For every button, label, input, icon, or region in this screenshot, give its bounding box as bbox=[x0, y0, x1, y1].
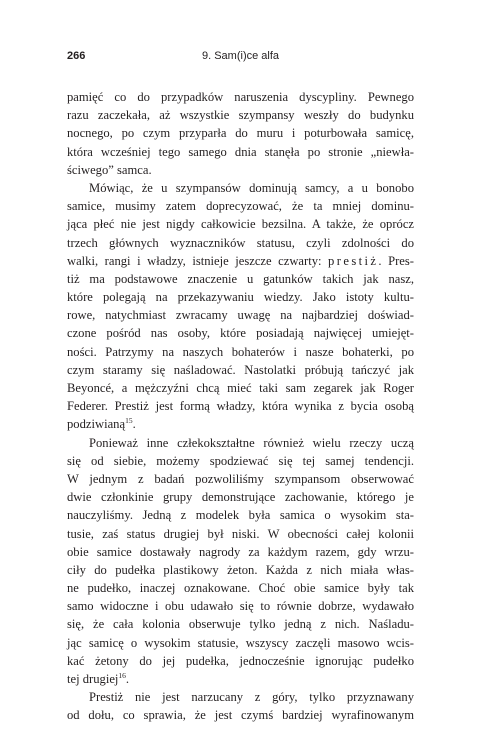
text-line-content: W jednym z badań pozwoliliśmy szympansom obserwować bbox=[67, 471, 414, 486]
running-head: 9. Sam(i)ce alfa bbox=[201, 50, 280, 62]
body-text bbox=[67, 88, 414, 725]
text-line bbox=[67, 634, 414, 652]
text-line-content: Ponieważ inne człekokształtne również wielu rzeczy uczą bbox=[89, 435, 414, 450]
spaced-emphasis: prestiż bbox=[328, 253, 379, 268]
text-line bbox=[67, 124, 414, 142]
page-number: 266 bbox=[67, 50, 86, 62]
text-line-content: samice, musimy zatem doprecyzować, że ta mniej dominu- bbox=[67, 199, 414, 214]
text-line bbox=[67, 143, 414, 161]
text-line-content: razu zaczekała, aż wszystkie szympansy weszły do budynku bbox=[67, 108, 414, 123]
text-line-content: czym staramy się naśladować. Nastolatki próbują tańczyć jak bbox=[67, 362, 414, 377]
text-line-tail: . Pres- bbox=[378, 253, 414, 268]
text-line-content: tiż ma podstawowe znaczenie u gatunków takich jak nasz, bbox=[67, 271, 414, 286]
text-line bbox=[67, 597, 414, 615]
text-line bbox=[67, 215, 414, 233]
text-line bbox=[67, 615, 414, 633]
text-line-content: od dołu, co sprawia, że jest czymś bardziej wyrafinowanym bbox=[67, 708, 414, 723]
text-line bbox=[67, 106, 414, 124]
text-line bbox=[67, 197, 414, 215]
text-line-content: nauczyliśmy. Jedną z modelek była samica o wysokim sta- bbox=[67, 508, 414, 523]
text-line bbox=[67, 525, 414, 543]
text-line bbox=[67, 579, 414, 597]
text-line bbox=[67, 161, 414, 179]
text-line bbox=[67, 543, 414, 561]
text-line bbox=[67, 361, 414, 379]
text-line bbox=[67, 434, 414, 452]
text-line bbox=[67, 343, 414, 361]
text-line bbox=[67, 379, 414, 397]
text-line-content: Prestiż nie jest narzucany z góry, tylko przyznawany bbox=[89, 690, 414, 705]
text-line bbox=[67, 488, 414, 506]
text-line bbox=[67, 452, 414, 470]
text-line-content: trzech głównych wyznaczników statusu, czyli zdolności do bbox=[67, 235, 414, 250]
text-line bbox=[67, 270, 414, 288]
text-line-content: która wcześniej tego samego dnia stanęła po stronie „niewła- bbox=[67, 144, 414, 159]
text-line bbox=[67, 397, 414, 415]
text-line bbox=[67, 252, 414, 270]
footnote-ref: 15 bbox=[125, 416, 133, 426]
text-line-content: ności. Patrzymy na naszych bohaterów i nasze bohaterki, po bbox=[67, 344, 414, 359]
text-line bbox=[67, 306, 414, 324]
text-line bbox=[67, 706, 414, 724]
text-line-content: się od siebie, możemy spodziewać się tej samej tendencji. bbox=[67, 453, 414, 468]
text-line bbox=[67, 670, 414, 688]
text-line-content: dwie członkinie grupy demonstrujące zachowanie, którego je bbox=[67, 490, 414, 505]
text-line-content: tej drugiej bbox=[67, 672, 119, 686]
text-line bbox=[67, 470, 414, 488]
text-line-content: Beyoncé, a mężczyźni chcą mieć taki sam zegarek jak Roger bbox=[67, 381, 414, 395]
text-line-content: jąca płeć nie jest nigdy całkowicie bezsilna. A także, że oprócz bbox=[67, 217, 414, 232]
footnote-ref: 16 bbox=[118, 671, 126, 680]
text-line-content: podziwianą bbox=[67, 417, 126, 432]
text-line-content: obie samice dostawały nagrody za każdym razem, gdy wrzu- bbox=[67, 544, 414, 559]
text-line-tail: . bbox=[132, 417, 136, 432]
text-line bbox=[67, 688, 414, 706]
text-line bbox=[67, 561, 414, 579]
text-line-content: czone pośród nas osoby, które posiadają najwięcej umiejęt- bbox=[67, 326, 414, 341]
text-line-content: ciły do pudełka plastikowy żeton. Każda z nich miała włas- bbox=[67, 562, 414, 577]
text-line-content: pamięć co do przypadków naruszenia dyscypliny. Pewnego bbox=[67, 90, 414, 104]
text-line bbox=[67, 652, 414, 670]
text-line bbox=[67, 88, 414, 106]
text-line bbox=[67, 324, 414, 342]
text-line-content: ne pudełko, inaczej oznakowane. Choć obie samice były tak bbox=[67, 581, 414, 596]
text-line bbox=[67, 288, 414, 306]
text-line-content: się, że cała kolonia obserwuje tylko jedną z nich. Naśladu- bbox=[67, 617, 414, 632]
text-line bbox=[67, 234, 414, 252]
text-line-content: ściwego” samca. bbox=[67, 162, 152, 177]
text-line bbox=[67, 179, 414, 197]
text-line bbox=[67, 415, 414, 433]
text-line bbox=[67, 506, 414, 524]
text-line-content: walki, rangi i władzy, istnieje jeszcze czwarty: bbox=[67, 253, 329, 268]
text-line-content: tusie, zaś status drugiej był niski. W obecności całej kolonii bbox=[67, 526, 414, 541]
page-header bbox=[67, 50, 414, 66]
text-line-tail: . bbox=[125, 672, 130, 686]
text-line-content: samo widoczne i obu udawało się to równie dobrze, wydawało bbox=[67, 599, 414, 614]
text-line-content: rowe, natychmiast zwracamy uwagę na najbardziej doświad- bbox=[67, 308, 414, 323]
text-line-content: Mówiąc, że u szympansów dominują samcy, a u bonobo bbox=[89, 180, 414, 195]
text-line-content: które polegają na przekazywaniu wiedzy. Jako istoty kultu- bbox=[67, 290, 414, 305]
text-line-content: nocnego, po czym przyparła do muru i poturbowała samicę, bbox=[67, 126, 414, 141]
text-line-content: kać żetony do jej pudełka, jednocześnie ignorując pudełko bbox=[67, 653, 414, 668]
text-line-content: Federer. Prestiż jest formą władzy, która wynika z bycia osobą bbox=[67, 399, 414, 414]
text-line-content: jąc samicę o wysokim statusie, wszyscy zaczęli masowo wcis- bbox=[67, 635, 414, 650]
